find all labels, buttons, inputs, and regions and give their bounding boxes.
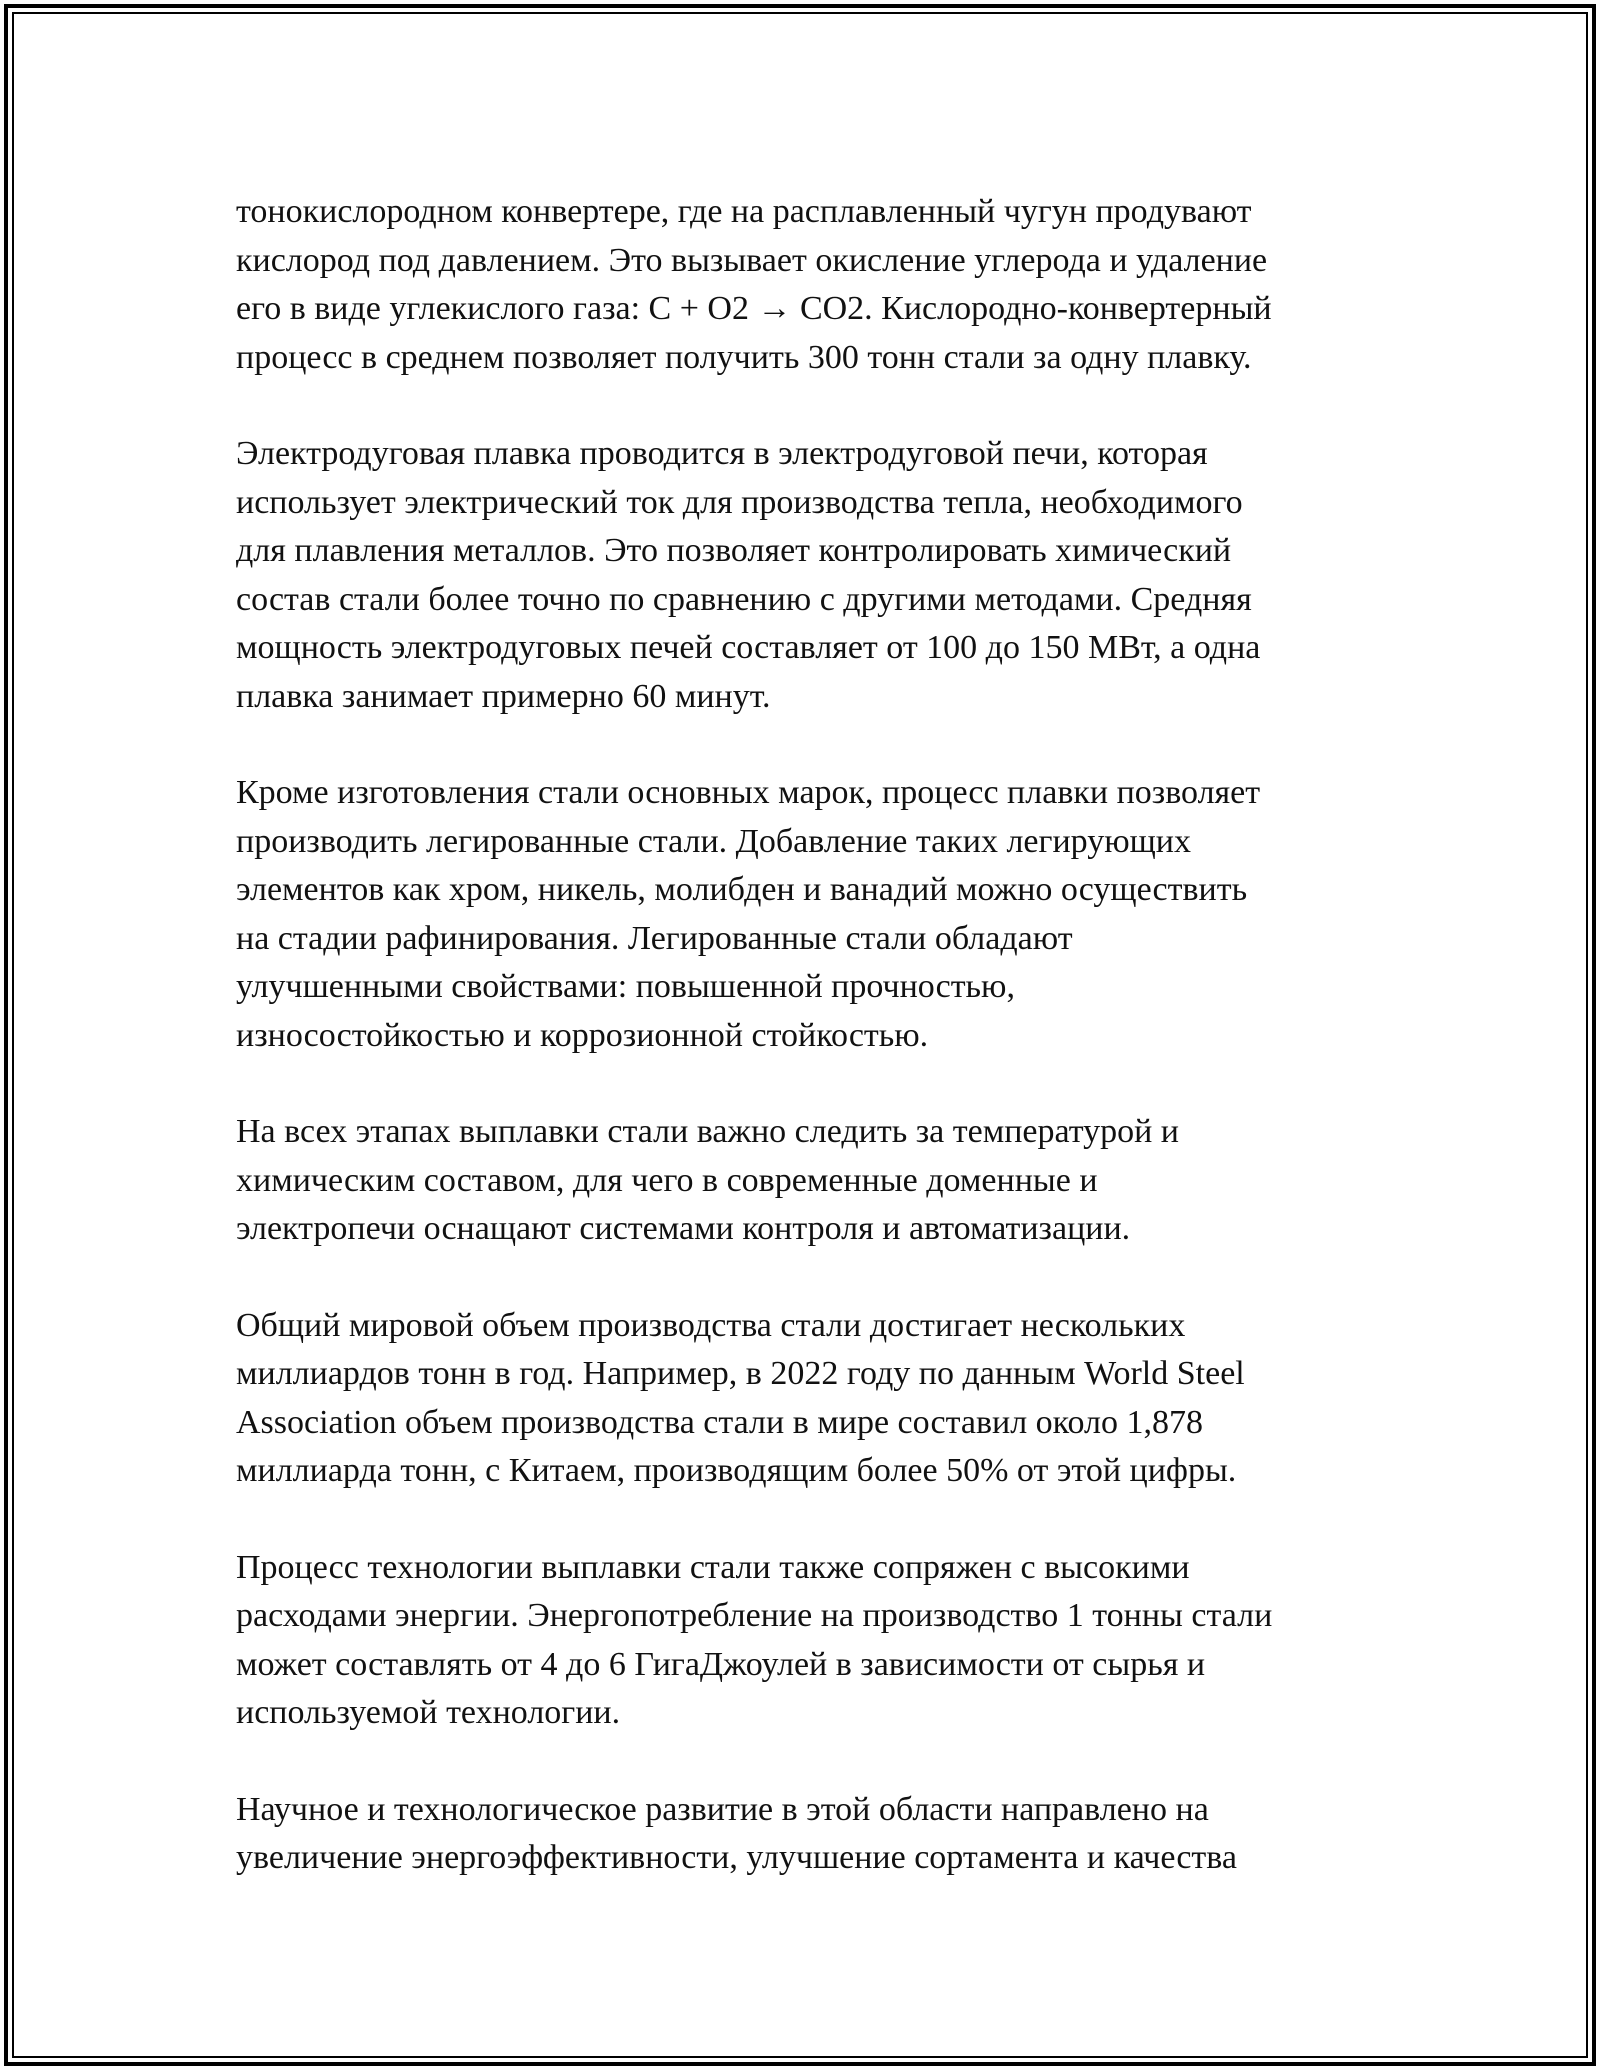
text-line: Процесс технологии выплавки стали также сопряжен с высокими [236,1548,1190,1586]
text-line: состав стали более точно по сравнению с другими методами. Средняя [236,580,1252,618]
text-line: электропечи оснащают системами контроля и автоматизации. [236,1210,1131,1247]
text-line: Электродуговая плавка проводится в электродуговой печи, которая [236,435,1208,472]
text-line: может составлять от 4 до 6 ГигаДжоулей в зависимости от сырья и [236,1645,1206,1683]
paragraph-development [236,1786,1396,1883]
text-line: процесс в среднем позволяет получить 300 тонн стали за одну плавку. [236,338,1252,376]
paragraph-alloy-steels [236,769,1396,1060]
text-line: улучшенными свойствами: повышенной прочностью, [236,968,1015,1005]
text-line: миллиарда тонн, с Китаем, производящим более 50% от этой цифры. [236,1452,1237,1489]
document-body [236,188,1396,1931]
paragraph-world-production [236,1302,1396,1496]
text-line: тонокислородном конвертере, где на расплавленный чугун продувают [236,193,1252,230]
text-line: использует электрический ток для производства тепла, необходимого [236,483,1243,521]
text-line: используемой технологии. [236,1694,621,1731]
text-line: Научное и технологическое развитие в этой области направлено на [236,1790,1209,1828]
text-line: миллиардов тонн в год. Например, в 2022 году по данным World Steel [236,1355,1245,1392]
text-line: для плавления металлов. Это позволяет контролировать химический [236,532,1232,569]
text-line: производить легированные стали. Добавление таких легирующих [236,822,1191,860]
text-line: на стадии рафинирования. Легированные стали обладают [236,919,1073,957]
text-line: увеличение энергоэффективности, улучшение сортамента и качества [236,1839,1237,1876]
text-line: Общий мировой объем производства стали достигает нескольких [236,1306,1186,1344]
text-line: его в виде углекислого газа: C + O2 → CO2. Кислородно-конвертерный [236,290,1272,327]
text-line: На всех этапах выплавки стали важно следить за температурой и [236,1113,1180,1150]
text-line: мощность электродуговых печей составляет от 100 до 150 МВт, а одна [236,629,1261,666]
text-line: элементов как хром, никель, молибден и ванадий можно осуществить [236,871,1248,908]
paragraph-energy-consumption [236,1544,1396,1738]
text-line: износостойкостью и коррозионной стойкостью. [236,1016,929,1054]
paragraph-electric-arc [236,430,1396,721]
text-line: плавка занимает примерно 60 минут. [236,677,771,715]
paragraph-converter [236,188,1396,382]
text-line: Кроме изготовления стали основных марок, процесс плавки позволяет [236,774,1261,811]
text-line: расходами энергии. Энергопотребление на производство 1 тонны стали [236,1597,1273,1634]
text-line: химическим составом, для чего в современные доменные и [236,1161,1098,1199]
text-line: кислород под давлением. Это вызывает окисление углерода и удаление [236,241,1268,279]
paragraph-control-systems [236,1108,1396,1254]
text-line: Association объем производства стали в мире составил около 1,878 [236,1403,1203,1441]
